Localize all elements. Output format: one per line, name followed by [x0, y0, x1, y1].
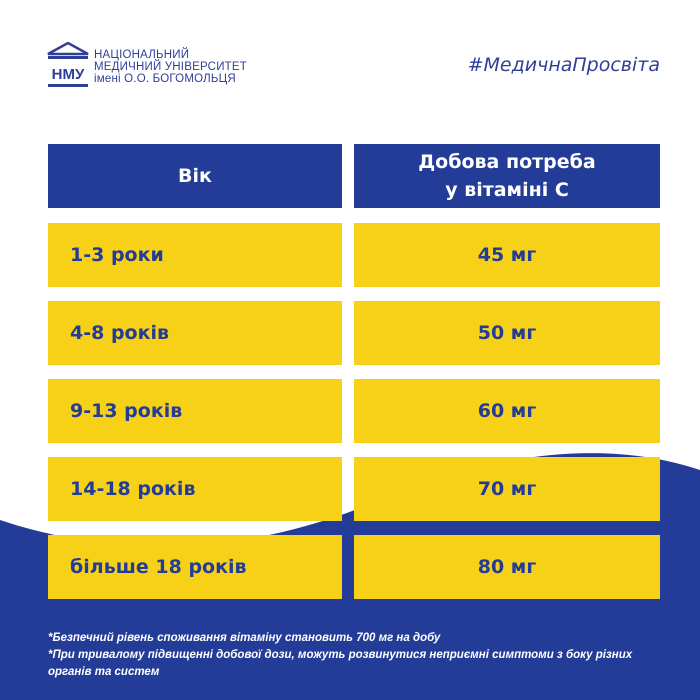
table-row: [48, 457, 660, 521]
table-row: [48, 379, 660, 443]
university-name-line: МЕДИЧНИЙ УНІВЕРСИТЕТ: [94, 61, 247, 73]
university-logo: [47, 42, 89, 88]
dose-cell: 50 мг: [354, 301, 660, 365]
dose-cell: 70 мг: [354, 457, 660, 521]
table-header-row: [48, 144, 660, 208]
header: [0, 0, 700, 110]
footnotes: [48, 630, 668, 681]
vitamin-c-table: [48, 144, 660, 613]
footnote: *Безпечний рівень споживання вітаміну становить 700 мг на добу: [48, 632, 441, 644]
age-cell: більше 18 років: [48, 535, 342, 599]
hashtag: #МедичнаПросвіта: [467, 54, 660, 76]
header-daily-need-text: Добова потреба у вітаміні С: [418, 151, 596, 201]
header-daily-need: [354, 144, 660, 208]
table-row: [48, 301, 660, 365]
university-name-line: НАЦІОНАЛЬНИЙ: [94, 49, 190, 61]
table-row: [48, 535, 660, 599]
dose-cell: 60 мг: [354, 379, 660, 443]
header-age: Вік: [48, 144, 342, 208]
dose-cell: 80 мг: [354, 535, 660, 599]
university-name-line: імені О.О. БОГОМОЛЬЦЯ: [94, 73, 236, 85]
age-cell: 4-8 років: [48, 301, 342, 365]
age-cell: 14-18 років: [48, 457, 342, 521]
age-cell: 9-13 років: [48, 379, 342, 443]
table-row: [48, 223, 660, 287]
age-cell: 1-3 роки: [48, 223, 342, 287]
logo-letters: НМУ: [51, 66, 85, 83]
university-name: [94, 49, 247, 85]
footnote: *При тривалому підвищенні добової дози, можуть розвинутися неприємні симптоми з боку різних органів та систем: [48, 649, 633, 678]
dose-cell: 45 мг: [354, 223, 660, 287]
